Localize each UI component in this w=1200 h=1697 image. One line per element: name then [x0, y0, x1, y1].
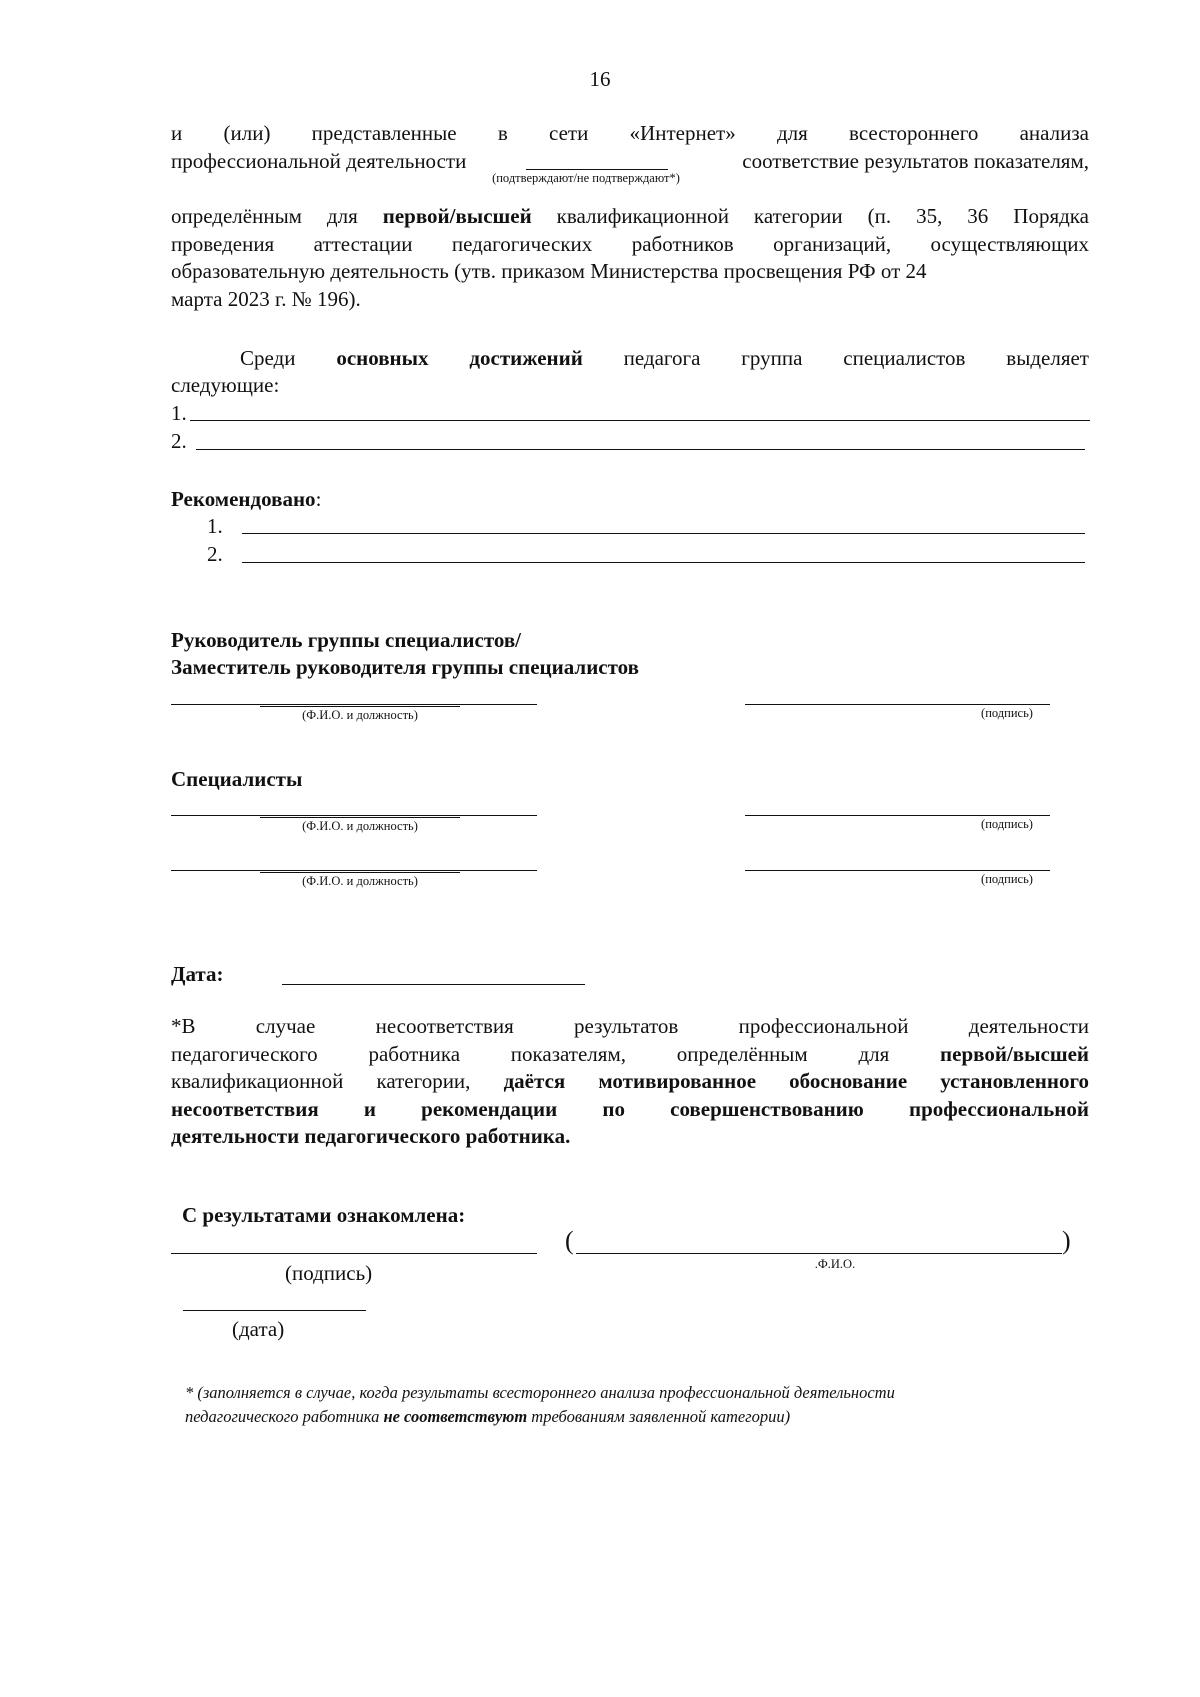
recommended-item-1-number: 1.: [207, 514, 223, 538]
acknowledged-date-hint: (дата): [232, 1317, 285, 1341]
confirm-blank-line[interactable]: [526, 169, 668, 170]
leaders-title-line-1: Руководитель группы специалистов/: [171, 628, 522, 652]
footnote-line-2: педагогического работника не соответствуют требованиям заявленной категории): [185, 1407, 791, 1426]
achievement-item-2-line[interactable]: [196, 449, 1085, 450]
recommended-item-1-line[interactable]: [242, 533, 1085, 534]
achievement-item-2-number: 2.: [171, 429, 187, 453]
achievements-line-1: Среди основных достижений педагога группа специалистов выделяет: [240, 346, 1089, 370]
achievement-item-1-number: 1.: [171, 401, 187, 425]
footnote-line-1: * (заполняется в случае, когда результаты всестороннего анализа профессиональной деятельности: [185, 1383, 895, 1402]
intro-p2-line-3: образовательную деятельность (утв. приказом Министерства просвещения РФ от 24: [171, 259, 927, 283]
date-label: Дата:: [171, 962, 224, 986]
intro-p2-line-4: марта 2023 г. № 196).: [171, 287, 361, 311]
confirm-hint: (подтверждают/не подтверждают*): [492, 171, 680, 185]
achievement-item-1-line[interactable]: [190, 420, 1090, 421]
specialist-2-sign-hint: (подпись): [981, 872, 1033, 886]
acknowledged-sign-hint: (подпись): [285, 1261, 373, 1285]
note-line-5: деятельности педагогического работника.: [171, 1124, 571, 1148]
date-line[interactable]: [282, 984, 585, 985]
note-line-1: *В случае несоответствия результатов профессиональной деятельности: [171, 1014, 1089, 1038]
recommended-item-2-line[interactable]: [242, 562, 1085, 563]
fio-paren-close: ): [1062, 1226, 1071, 1255]
recommended-label: Рекомендовано:: [171, 487, 322, 511]
specialist-2-sign-line[interactable]: [745, 870, 1050, 871]
acknowledged-fio-hint: .Ф.И.О.: [814, 1257, 856, 1271]
note-line-3: квалификационной категории, даётся мотивированное обоснование установленного: [171, 1069, 1089, 1093]
intro-line-1: и (или) представленные в сети «Интернет» для всестороннего анализа: [171, 121, 1089, 145]
leader-fio-line[interactable]: [171, 704, 537, 705]
acknowledged-date-line[interactable]: [183, 1310, 366, 1311]
intro-p2-line-1: определённым для первой/высшей квалификационной категории (п. 35, 36 Порядка: [171, 204, 1089, 228]
acknowledged-fio-line[interactable]: [576, 1253, 1062, 1254]
specialist-2-fio-hint: (Ф.И.О. и должность): [260, 872, 460, 888]
leader-fio-hint: (Ф.И.О. и должность): [260, 706, 460, 722]
acknowledged-sign-line[interactable]: [171, 1253, 537, 1254]
recommended-item-2-number: 2.: [207, 542, 223, 566]
intro-p2-line-2: проведения аттестации педагогических работников организаций, осуществляющих: [171, 232, 1089, 256]
achievements-line-2: следующие:: [171, 373, 280, 397]
specialists-title: Специалисты: [171, 767, 303, 791]
specialist-1-sign-hint: (подпись): [981, 817, 1033, 831]
acknowledged-label: С результатами ознакомлена:: [182, 1203, 466, 1227]
leaders-title-line-2: Заместитель руководителя группы специалистов: [171, 655, 639, 679]
intro-line-2-start: профессиональной деятельности: [171, 149, 467, 173]
specialist-1-sign-line[interactable]: [745, 815, 1050, 816]
specialist-2-fio-line[interactable]: [171, 870, 537, 871]
fio-paren-open: (: [565, 1226, 574, 1255]
page-number: 16: [589, 67, 611, 91]
leader-sign-line[interactable]: [745, 704, 1050, 705]
note-line-2: педагогического работника показателям, определённым для первой/высшей: [171, 1042, 1089, 1066]
specialist-1-fio-hint: (Ф.И.О. и должность): [260, 817, 460, 833]
leader-sign-hint: (подпись): [981, 706, 1033, 720]
specialist-1-fio-line[interactable]: [171, 815, 537, 816]
note-line-4: несоответствия и рекомендации по совершенствованию профессиональной: [171, 1097, 1089, 1121]
intro-line-2-end: соответствие результатов показателям,: [742, 149, 1089, 173]
